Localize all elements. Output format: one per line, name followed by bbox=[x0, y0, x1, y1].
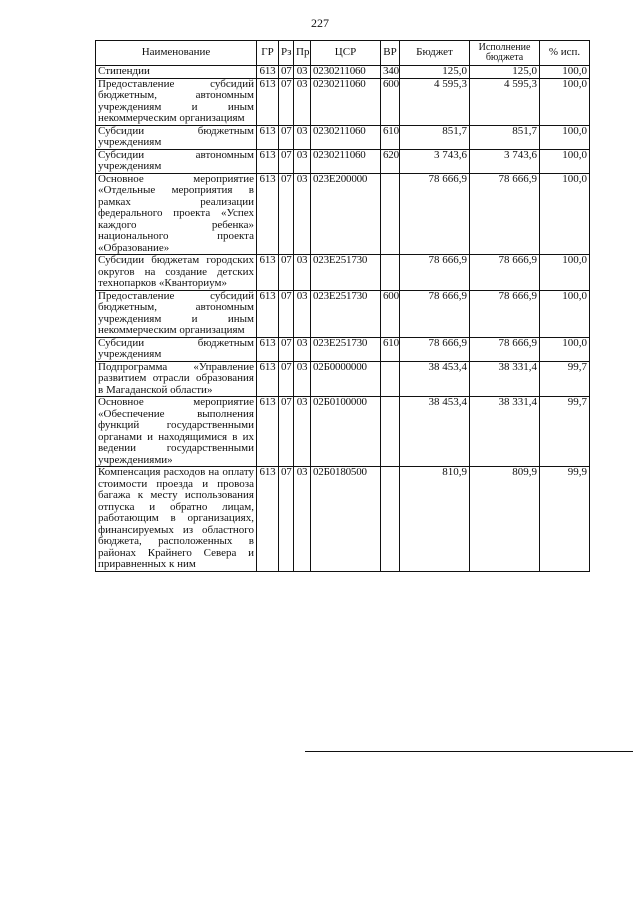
cell-budget: 3 743,6 bbox=[400, 149, 470, 173]
header-rz: Рз bbox=[279, 41, 294, 66]
cell-gr: 613 bbox=[257, 467, 279, 572]
table-body bbox=[96, 66, 590, 572]
cell-vr bbox=[381, 467, 400, 572]
cell-execution: 125,0 bbox=[470, 66, 540, 79]
cell-gr: 613 bbox=[257, 255, 279, 291]
cell-pr: 03 bbox=[294, 125, 311, 149]
cell-rz: 07 bbox=[279, 173, 294, 255]
cell-execution: 4 595,3 bbox=[470, 78, 540, 125]
cell-csr: 023E251730 bbox=[311, 337, 381, 361]
cell-budget: 78 666,9 bbox=[400, 290, 470, 337]
cell-pr: 03 bbox=[294, 337, 311, 361]
cell-budget: 125,0 bbox=[400, 66, 470, 79]
cell-rz: 07 bbox=[279, 66, 294, 79]
header-csr: ЦСР bbox=[311, 41, 381, 66]
cell-gr: 613 bbox=[257, 78, 279, 125]
cell-gr: 613 bbox=[257, 397, 279, 467]
header-name: Наименование bbox=[96, 41, 257, 66]
cell-percent: 99,7 bbox=[540, 397, 590, 467]
table-row bbox=[96, 149, 590, 173]
header-vr: ВР bbox=[381, 41, 400, 66]
table-header-row bbox=[96, 41, 590, 66]
cell-budget: 78 666,9 bbox=[400, 337, 470, 361]
cell-vr bbox=[381, 361, 400, 397]
table-row bbox=[96, 397, 590, 467]
cell-pr: 03 bbox=[294, 255, 311, 291]
cell-rz: 07 bbox=[279, 467, 294, 572]
cell-vr: 610 bbox=[381, 125, 400, 149]
cell-execution: 809,9 bbox=[470, 467, 540, 572]
cell-csr: 02Б0000000 bbox=[311, 361, 381, 397]
cell-rz: 07 bbox=[279, 361, 294, 397]
header-execution: Исполнение бюджета bbox=[470, 41, 540, 66]
bottom-rule bbox=[305, 751, 633, 752]
cell-vr bbox=[381, 173, 400, 255]
cell-pr: 03 bbox=[294, 397, 311, 467]
cell-pr: 03 bbox=[294, 66, 311, 79]
cell-vr bbox=[381, 255, 400, 291]
cell-percent: 100,0 bbox=[540, 78, 590, 125]
cell-csr: 02Б0180500 bbox=[311, 467, 381, 572]
cell-execution: 78 666,9 bbox=[470, 255, 540, 291]
header-budget: Бюджет bbox=[400, 41, 470, 66]
table-row bbox=[96, 361, 590, 397]
cell-rz: 07 bbox=[279, 290, 294, 337]
page-number: 227 bbox=[311, 16, 329, 30]
cell-percent: 100,0 bbox=[540, 66, 590, 79]
cell-rz: 07 bbox=[279, 125, 294, 149]
table-row bbox=[96, 290, 590, 337]
cell-budget: 810,9 bbox=[400, 467, 470, 572]
cell-name: Основное мероприятие «Обеспечение выполнения функций государственными органами и находящимися в их ведении государственными учреждениями» bbox=[96, 397, 257, 467]
cell-name: Основное мероприятие «Отдельные мероприятия в рамках реализации федерального проекта «Успех каждого ребенка» национального проекта «Образование» bbox=[96, 173, 257, 255]
cell-csr: 0230211060 bbox=[311, 66, 381, 79]
cell-execution: 851,7 bbox=[470, 125, 540, 149]
cell-csr: 0230211060 bbox=[311, 149, 381, 173]
cell-name: Подпрограмма «Управление развитием отрасли образования в Магаданской области» bbox=[96, 361, 257, 397]
cell-csr: 0230211060 bbox=[311, 78, 381, 125]
cell-name: Субсидии бюджетным учреждениям bbox=[96, 337, 257, 361]
header-percent: % исп. bbox=[540, 41, 590, 66]
cell-budget: 38 453,4 bbox=[400, 397, 470, 467]
table-row bbox=[96, 337, 590, 361]
table-row bbox=[96, 125, 590, 149]
cell-budget: 78 666,9 bbox=[400, 173, 470, 255]
cell-rz: 07 bbox=[279, 255, 294, 291]
cell-pr: 03 bbox=[294, 361, 311, 397]
cell-execution: 78 666,9 bbox=[470, 173, 540, 255]
cell-name: Субсидии бюджетным учреждениям bbox=[96, 125, 257, 149]
cell-gr: 613 bbox=[257, 290, 279, 337]
cell-name: Предоставление субсидий бюджетным, автономным учреждениям и иным некоммерческим организациям bbox=[96, 78, 257, 125]
cell-vr: 620 bbox=[381, 149, 400, 173]
cell-pr: 03 bbox=[294, 149, 311, 173]
header-pr: Пр bbox=[294, 41, 311, 66]
cell-execution: 38 331,4 bbox=[470, 361, 540, 397]
cell-name: Стипендии bbox=[96, 66, 257, 79]
cell-rz: 07 bbox=[279, 337, 294, 361]
cell-percent: 99,7 bbox=[540, 361, 590, 397]
budget-table bbox=[95, 40, 590, 572]
cell-execution: 78 666,9 bbox=[470, 290, 540, 337]
cell-percent: 100,0 bbox=[540, 337, 590, 361]
cell-vr: 600 bbox=[381, 78, 400, 125]
cell-percent: 100,0 bbox=[540, 173, 590, 255]
cell-budget: 4 595,3 bbox=[400, 78, 470, 125]
cell-execution: 78 666,9 bbox=[470, 337, 540, 361]
cell-vr: 610 bbox=[381, 337, 400, 361]
cell-gr: 613 bbox=[257, 66, 279, 79]
cell-gr: 613 bbox=[257, 149, 279, 173]
cell-budget: 78 666,9 bbox=[400, 255, 470, 291]
table-row bbox=[96, 173, 590, 255]
cell-budget: 851,7 bbox=[400, 125, 470, 149]
cell-budget: 38 453,4 bbox=[400, 361, 470, 397]
cell-csr: 02Б0100000 bbox=[311, 397, 381, 467]
table-row bbox=[96, 66, 590, 79]
cell-csr: 023E251730 bbox=[311, 290, 381, 337]
cell-percent: 100,0 bbox=[540, 125, 590, 149]
cell-gr: 613 bbox=[257, 361, 279, 397]
cell-rz: 07 bbox=[279, 78, 294, 125]
cell-gr: 613 bbox=[257, 337, 279, 361]
cell-vr: 340 bbox=[381, 66, 400, 79]
cell-percent: 100,0 bbox=[540, 255, 590, 291]
header-gr: ГР bbox=[257, 41, 279, 66]
cell-pr: 03 bbox=[294, 78, 311, 125]
cell-percent: 100,0 bbox=[540, 290, 590, 337]
cell-csr: 0230211060 bbox=[311, 125, 381, 149]
cell-csr: 023E251730 bbox=[311, 255, 381, 291]
cell-vr bbox=[381, 397, 400, 467]
cell-percent: 100,0 bbox=[540, 149, 590, 173]
cell-vr: 600 bbox=[381, 290, 400, 337]
cell-name: Предоставление субсидий бюджетным, автономным учреждениям и иным некоммерческим организациям bbox=[96, 290, 257, 337]
table-row bbox=[96, 255, 590, 291]
cell-percent: 99,9 bbox=[540, 467, 590, 572]
cell-gr: 613 bbox=[257, 173, 279, 255]
cell-name: Субсидии бюджетам городских округов на создание детских технопарков «Кванториум» bbox=[96, 255, 257, 291]
table-row bbox=[96, 78, 590, 125]
table-row bbox=[96, 467, 590, 572]
cell-gr: 613 bbox=[257, 125, 279, 149]
cell-name: Субсидии автономным учреждениям bbox=[96, 149, 257, 173]
cell-csr: 023E200000 bbox=[311, 173, 381, 255]
cell-rz: 07 bbox=[279, 397, 294, 467]
cell-execution: 38 331,4 bbox=[470, 397, 540, 467]
cell-name: Компенсация расходов на оплату стоимости проезда и провоза багажа к месту использования отпуска и обратно лицам, работающим в организациях, финансируемых из областного бюджета, расположенных в районах Крайнего Севера и приравненных к ним bbox=[96, 467, 257, 572]
cell-execution: 3 743,6 bbox=[470, 149, 540, 173]
cell-pr: 03 bbox=[294, 290, 311, 337]
cell-pr: 03 bbox=[294, 173, 311, 255]
cell-pr: 03 bbox=[294, 467, 311, 572]
cell-rz: 07 bbox=[279, 149, 294, 173]
